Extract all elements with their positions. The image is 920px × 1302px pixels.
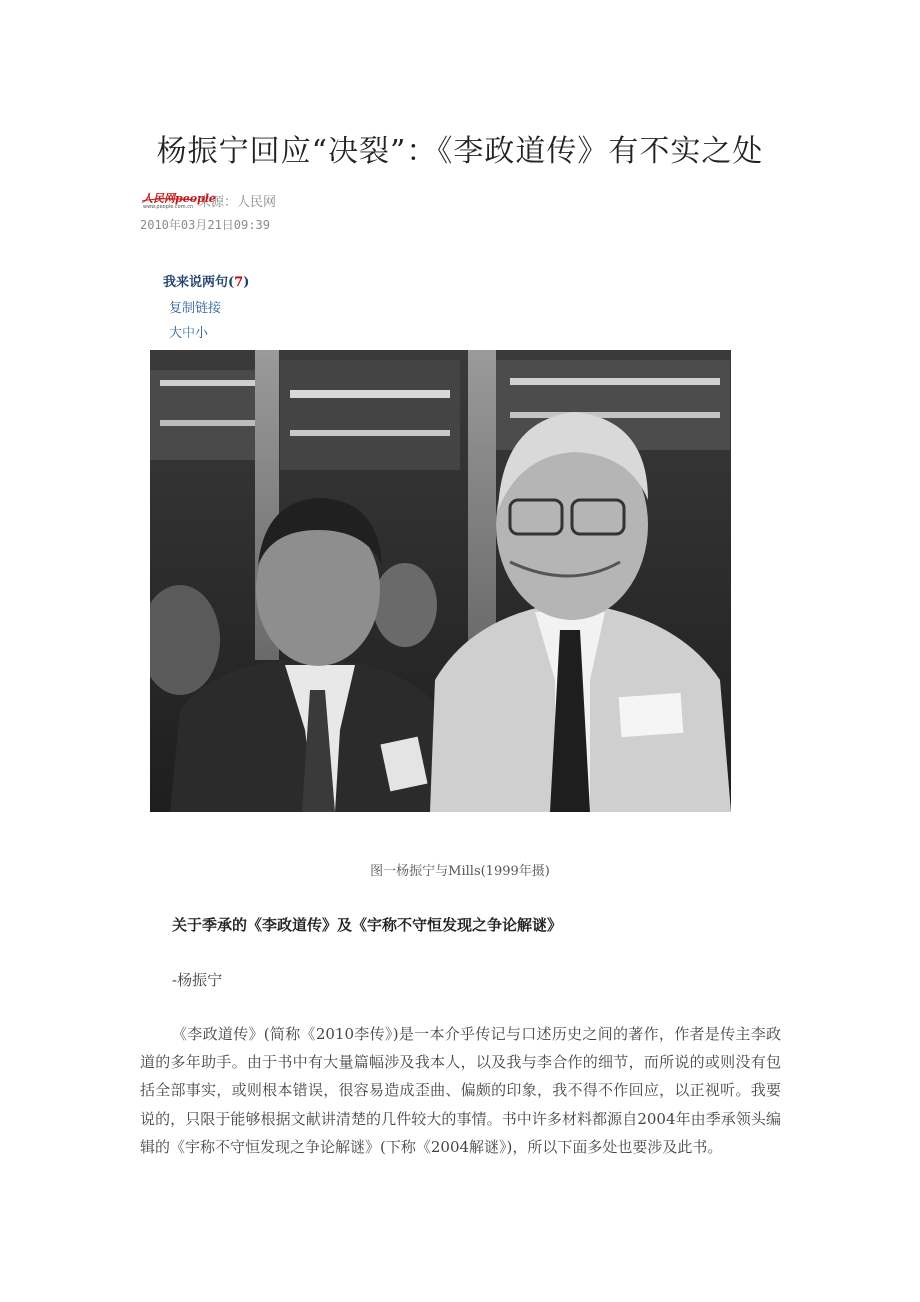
font-size-medium-button[interactable]: 中 [182, 326, 196, 341]
comment-link[interactable] [163, 271, 249, 290]
people-daily-logo[interactable] [140, 189, 216, 211]
font-size-large-button[interactable]: 大 [169, 326, 183, 341]
font-size-switcher [169, 322, 208, 341]
article-photo [150, 350, 731, 812]
body-paragraph: 《李政道传》(简称《2010李传》)是一本介乎传记与口述历史之间的著作，作者是传主李政道的多年助手。由于书中有大量篇幅涉及我本人，以及我与李合作的细节，而所说的或则没有包括全部事实，或则根本错误，很容易造成歪曲、偏颇的印象，我不得不作回应，以正视听。我要说的，只限于能够根据文献讲清楚的几件较大的事情。书中许多材料都源自2004年由季承领头编辑的《宇称不守恒发现之争论解谜》(下称《2004解谜》)，所以下面多处也要涉及此书。 [140, 1025, 781, 1156]
source-label: 来源：人民网 [198, 194, 277, 210]
copy-link-button[interactable]: 复制链接 [169, 301, 222, 316]
article-subtitle: 关于季承的《李政道传》及《宇称不守恒发现之争论解谜》 [172, 916, 563, 934]
font-size-small-button[interactable]: 小 [195, 326, 209, 341]
article-body [140, 1020, 781, 1161]
comment-count: 7 [234, 275, 244, 290]
comment-label: 我来说两句( [163, 275, 235, 290]
source-row [140, 189, 276, 211]
photo-caption: 图一杨振宁与Mills(1999年摄) [370, 864, 550, 879]
article-title: 杨振宁回应“决裂”：《李政道传》有不实之处 [156, 134, 764, 169]
publish-date: 2010年03月21日09:39 [140, 218, 270, 232]
article-author: -杨振宁 [172, 971, 223, 989]
logo-url: www.people.com.cn [143, 204, 194, 210]
logo-text: 人民网people [142, 192, 216, 205]
comment-close: ) [243, 275, 250, 290]
